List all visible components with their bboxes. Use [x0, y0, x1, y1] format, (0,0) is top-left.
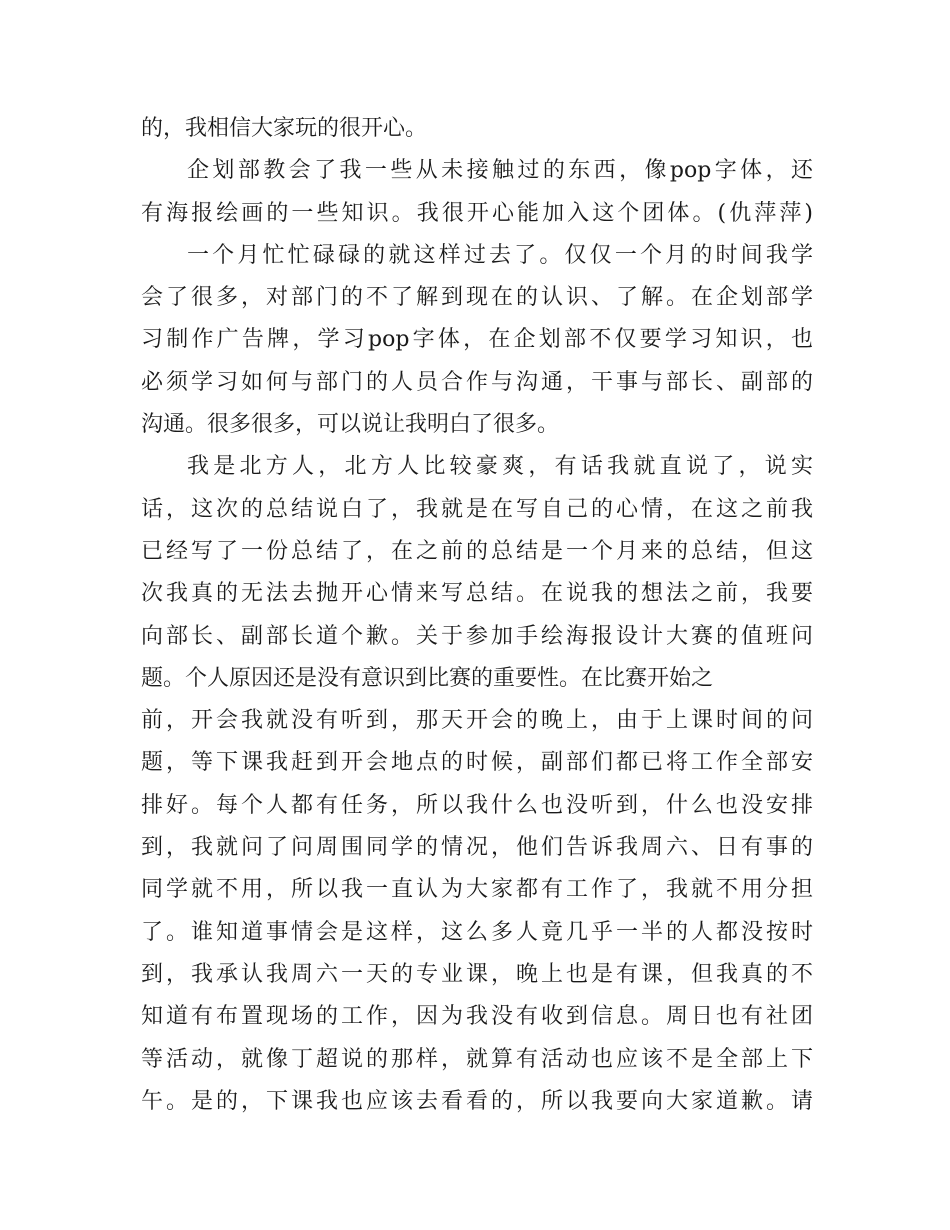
text-line: 到，我就问了问周围同学的情况，他们告诉我周六、日有事的 — [141, 835, 813, 861]
text-line: 同学就不用，所以我一直认为大家都有工作了，我就不用分担 — [141, 877, 813, 903]
document-body — [141, 108, 813, 1123]
text-line: 排好。每个人都有任务，所以我什么也没听到，什么也没安排 — [141, 792, 813, 818]
text-line: 一个月忙忙碌碌的就这样过去了。仅仅一个月的时间我学 — [187, 242, 813, 268]
text-line: 有海报绘画的一些知识。我很开心能加入这个团体。(仇萍萍) — [141, 200, 813, 226]
text-line: 等活动，就像丁超说的那样，就算有活动也应该不是全部上下 — [141, 1046, 813, 1072]
text-line: 我是北方人，北方人比较豪爽，有话我就直说了，说实 — [187, 454, 813, 480]
text-line: 必须学习如何与部门的人员合作与沟通，干事与部长、副部的 — [141, 369, 813, 395]
text-line: 题，等下课我赶到开会地点的时候，副部们都已将工作全部安 — [141, 750, 813, 776]
text-line: 习制作广告牌，学习pop字体，在企划部不仅要学习知识，也 — [141, 327, 813, 353]
text-line: 话，这次的总结说白了，我就是在写自己的心情，在这之前我 — [141, 496, 813, 522]
text-line: 题。个人原因还是没有意识到比赛的重要性。在比赛开始之 — [141, 665, 714, 691]
text-line: 向部长、副部长道个歉。关于参加手绘海报设计大赛的值班问 — [141, 623, 813, 649]
text-line: 到，我承认我周六一天的专业课，晚上也是有课，但我真的不 — [141, 961, 813, 987]
text-line: 会了很多，对部门的不了解到现在的认识、了解。在企划部学 — [141, 285, 813, 311]
text-line: 知道有布置现场的工作，因为我没有收到信息。周日也有社团 — [141, 1004, 813, 1030]
text-line: 已经写了一份总结了，在之前的总结是一个月来的总结，但这 — [141, 538, 813, 564]
text-line: 沟通。很多很多，可以说让我明白了很多。 — [141, 412, 560, 438]
text-line: 企划部教会了我一些从未接触过的东西，像pop字体，还 — [187, 158, 813, 184]
text-line: 前，开会我就没有听到，那天开会的晚上，由于上课时间的问 — [141, 708, 813, 734]
text-line: 的，我相信大家玩的很开心。 — [141, 116, 428, 141]
text-line: 次我真的无法去抛开心情来写总结。在说我的想法之前，我要 — [141, 581, 813, 607]
text-line: 了。谁知道事情会是这样，这么多人竟几乎一半的人都没按时 — [141, 919, 813, 945]
text-line: 午。是的，下课我也应该去看看的，所以我要向大家道歉。请 — [141, 1088, 813, 1114]
